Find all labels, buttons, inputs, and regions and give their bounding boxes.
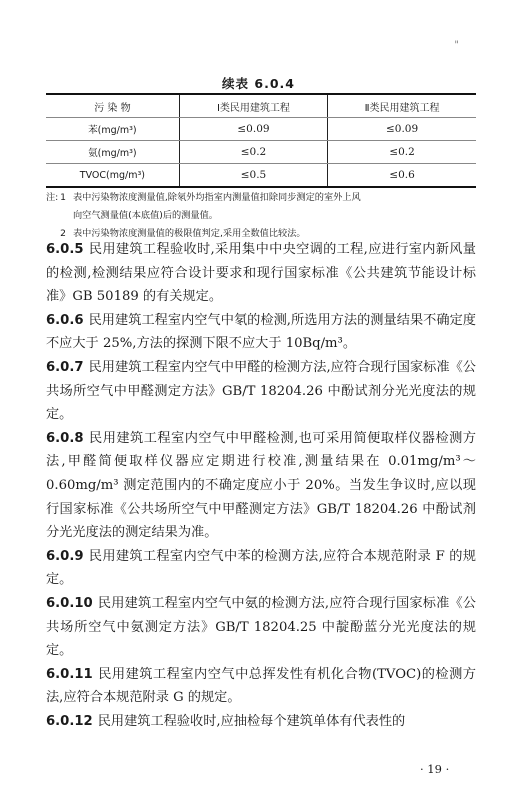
corner-mark: " xyxy=(454,40,459,51)
table-title: 续表 6.0.4 xyxy=(222,76,295,91)
clause-6-0-12 xyxy=(46,710,476,734)
clause-number: 6.0.11 xyxy=(46,666,93,682)
clause-text: 民用建筑工程室内空气中甲醛的检测方法,应符合现行国家标准《公共场所空气中甲醛测定方法》GB/T 18204.26 中酚试剂分光光度法的规定。 xyxy=(46,359,476,423)
clause-number: 6.0.7 xyxy=(46,359,84,375)
cell-class-1: ≤0.5 xyxy=(179,164,327,188)
clause-6-0-6 xyxy=(46,309,476,356)
cell-class-2: ≤0.2 xyxy=(328,141,476,164)
clause-number: 6.0.10 xyxy=(46,595,93,611)
clause-text: 民用建筑工程室内空气中苯的检测方法,应符合本规范附录 F 的规定。 xyxy=(46,548,476,588)
cell-pollutant: TVOC(mg/m³) xyxy=(46,164,179,188)
table-header-row xyxy=(46,94,476,118)
clause-6-0-8 xyxy=(46,427,476,545)
clause-number: 6.0.6 xyxy=(46,312,84,328)
clause-6-0-5 xyxy=(46,238,476,309)
clause-text: 民用建筑工程室内空气中氨的检测方法,应符合现行国家标准《公共场所空气中氨测定方法》GB/T 18204.25 中靛酚蓝分光光度法的规定。 xyxy=(46,595,476,659)
clause-number: 6.0.9 xyxy=(46,548,84,564)
clause-text: 民用建筑工程验收时,应抽检每个建筑单体有代表性的 xyxy=(97,713,406,729)
clause-number: 6.0.8 xyxy=(46,430,84,446)
note-number: 1 xyxy=(60,192,66,203)
page-number: · 19 · xyxy=(420,762,450,776)
clause-text: 民用建筑工程验收时,采用集中中央空调的工程,应进行室内新风量的检测,检测结果应符合设计要求和现行国家标准《公共建筑节能设计标准》GB 50189 的有关规定。 xyxy=(46,242,476,305)
clause-text: 民用建筑工程室内空气中甲醛检测,也可采用简便取样仪器检测方法,甲醛简便取样仪器应定期进行校准,测量结果在 0.01mg/m³～0.60mg/m³ 测定范围内的不确定度应小于 20%。当发生争议时,应以现行国家标准《公共场所空气中甲醛测定方法》GB/T 18204.26 中酚试剂分光光度法的测定结果为准。 xyxy=(46,430,476,541)
clause-6-0-11 xyxy=(46,663,476,710)
clause-number: 6.0.12 xyxy=(46,713,93,729)
clause-number: 6.0.5 xyxy=(46,242,84,257)
note-item: 注: 1 表中污染物浓度测量值,除氡外均指室内测量值扣除同步测定的室外上风 向空气测量值(本底值)后的测量值。 xyxy=(46,189,466,225)
table-notes xyxy=(46,189,466,243)
header-class-2: Ⅱ类民用建筑工程 xyxy=(328,94,476,118)
header-pollutant: 污 染 物 xyxy=(46,94,179,118)
table-row xyxy=(46,118,476,141)
table-row xyxy=(46,141,476,164)
clause-6-0-10 xyxy=(46,592,476,663)
clause-6-0-9 xyxy=(46,545,476,592)
note-line: 表中污染物浓度测量值,除氡外均指室内测量值扣除同步测定的室外上风 xyxy=(73,192,361,203)
note-line: 表中污染物浓度测量值的极限值判定,采用全数值比较法。 xyxy=(73,228,306,239)
cell-class-2: ≤0.6 xyxy=(328,164,476,188)
cell-class-1: ≤0.09 xyxy=(179,118,327,141)
clauses-section xyxy=(46,238,476,733)
cell-pollutant: 氨(mg/m³) xyxy=(46,141,179,164)
cell-class-2: ≤0.09 xyxy=(328,118,476,141)
clause-text: 民用建筑工程室内空气中氡的检测,所选用方法的测量结果不确定度不应大于 25%,方法的探测下限不应大于 10Bq/m³。 xyxy=(46,312,476,352)
note-number: 2 xyxy=(60,228,66,239)
clause-text: 民用建筑工程室内空气中总挥发性有机化合物(TVOC)的检测方法,应符合本规范附录 G 的规定。 xyxy=(46,666,476,706)
cell-class-1: ≤0.2 xyxy=(179,141,327,164)
header-class-1: Ⅰ类民用建筑工程 xyxy=(179,94,327,118)
note-line: 向空气测量值(本底值)后的测量值。 xyxy=(73,210,218,221)
pollutant-limits-table xyxy=(46,93,476,188)
clause-6-0-7 xyxy=(46,356,476,427)
cell-pollutant: 苯(mg/m³) xyxy=(46,118,179,141)
table-row xyxy=(46,164,476,188)
